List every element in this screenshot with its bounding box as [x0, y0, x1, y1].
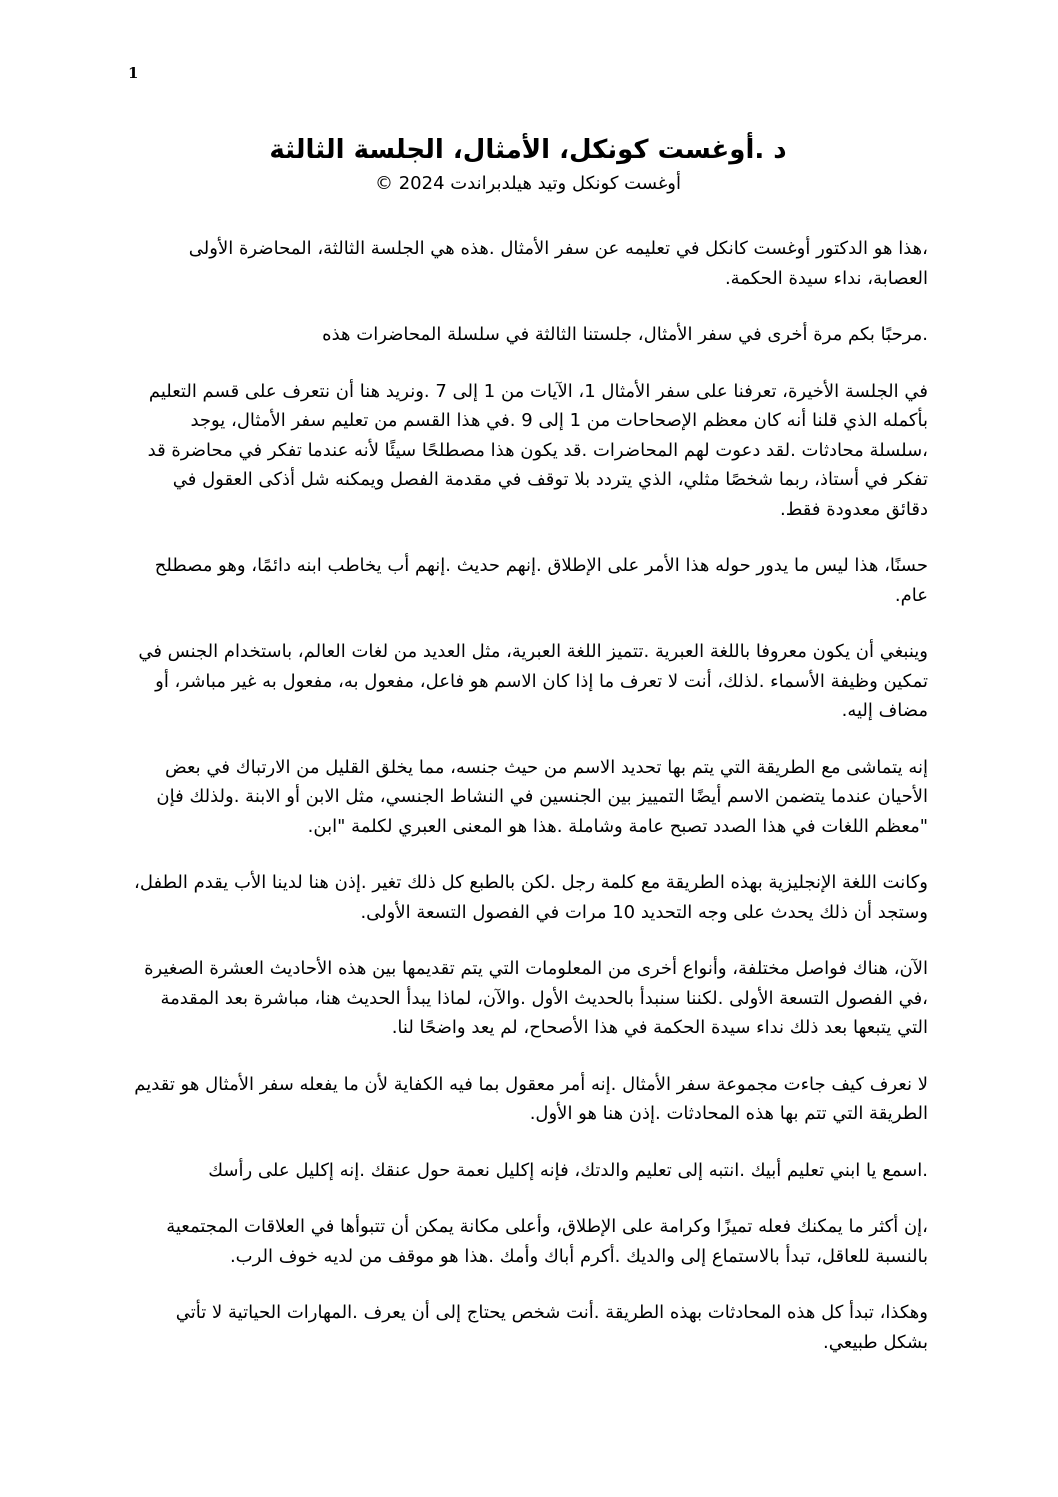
paragraph: إنه يتماشى مع الطريقة التي يتم بها تحديد الاسم من حيث جنسه، مما يخلق القليل من الارتباك في بعض الأحيان عندما يتضمن الاسم أيضًا التمييز بين الجنسين في النشاط الجنسي، مثل الابن أو الابنة .ولذلك فإن "معظم اللغات في هذا الصدد تصبح عامة وشاملة .هذا هو المعنى العبري لكلمة "ابن.	[156, 756, 928, 837]
paragraph: .اسمع يا ابني تعليم أبيك .انتبه إلى تعليم والدتك، فإنه إكليل نعمة حول عنقك .إنه إكليل على رأسك	[208, 1159, 928, 1181]
document-body	[128, 130, 928, 1384]
paragraph: وينبغي أن يكون معروفا باللغة العبرية .تتميز اللغة العبرية، مثل العديد من لغات العالم، باستخدام الجنس في تمكين وظيفة الأسماء .لذلك، أنت لا تعرف ما إذا كان الاسم هو فاعل، مفعول به، مفعول به غير مباشر، أو مضاف إليه.	[138, 641, 928, 721]
paragraph: في الجلسة الأخيرة، تعرفنا على سفر الأمثال 1، الآيات من 1 إلى 7 .ونريد هنا أن نتعرف على قسم التعليم بأكمله الذي قلنا أنه كان معظم الإصحاحات من 1 إلى 9 .في هذا القسم من تعليم سفر الأمثال، يوجد ،سلسلة محادثات .لقد دعوت لهم المحاضرات .قد يكون هذا مصطلحًا سيئًا لأنه عندما تفكر في محاضرة قد تفكر في أستاذ، ربما شخصًا مثلي، الذي يتردد بلا توقف في مقدمة الفصل ويمكنه شل أذكى العقول في دقائق معدودة فقط.	[147, 380, 928, 520]
paragraph: .مرحبًا بكم مرة أخرى في سفر الأمثال، جلستنا الثالثة في سلسلة المحاضرات هذه	[322, 324, 928, 345]
paragraph: حسنًا، هذا ليس ما يدور حوله هذا الأمر على الإطلاق .إنهم حديث .إنهم أب يخاطب ابنه دائمًا، وهو مصطلح عام.	[154, 555, 928, 606]
page-number: 1	[128, 64, 139, 82]
paragraph: وهكذا، تبدأ كل هذه المحادثات بهذه الطريقة .أنت شخص يحتاج إلى أن يعرف .المهارات الحياتية لا تأتي بشكل طبيعي.	[175, 1302, 928, 1353]
document-title: د .أوغست كونكل، الأمثال، الجلسة الثالثة	[269, 135, 787, 165]
paragraph: ،هذا هو الدكتور أوغست كانكل في تعليمه عن سفر الأمثال .هذه هي الجلسة الثالثة، المحاضرة الأولى العصابة، نداء سيدة الحكمة.	[188, 238, 928, 289]
paragraph: وكانت اللغة الإنجليزية بهذه الطريقة مع كلمة رجل .لكن بالطبع كل ذلك تغير .إذن هنا لدينا الأب يقدم الطفل، وستجد أن ذلك يحدث على وجه التحديد 10 مرات في الفصول التسعة الأولى.	[134, 872, 928, 923]
paragraph: ،إن أكثر ما يمكنك فعله تميزًا وكرامة على الإطلاق، وأعلى مكانة يمكن أن تتبوأها في العلاقات المجتمعية بالنسبة للعاقل، تبدأ بالاستماع إلى والديك .أكرم أباك وأمك .هذا هو موقف من لديه خوف الرب.	[166, 1216, 928, 1267]
paragraph: لا نعرف كيف جاءت مجموعة سفر الأمثال .إنه أمر معقول بما فيه الكفاية لأن ما يفعله سفر الأمثال هو تقديم الطريقة التي تتم بها هذه المحادثات .إذن هنا هو الأول.	[134, 1073, 928, 1124]
copyright-line: أوغست كونكل وتيد هيلدبراندت 2024 ©	[375, 173, 681, 194]
paragraph: الآن، هناك فواصل مختلفة، وأنواع أخرى من المعلومات التي يتم تقديمها بين هذه الأحاديث العشرة الصغيرة ،في الفصول التسعة الأولى .لكننا سنبدأ بالحديث الأول .والآن، لماذا يبدأ الحديث هنا، مباشرة بعد المقدمة التي يتبعها بعد ذلك نداء سيدة الحكمة في هذا الأصحاح، لم يعد واضحًا لنا.	[144, 958, 928, 1038]
